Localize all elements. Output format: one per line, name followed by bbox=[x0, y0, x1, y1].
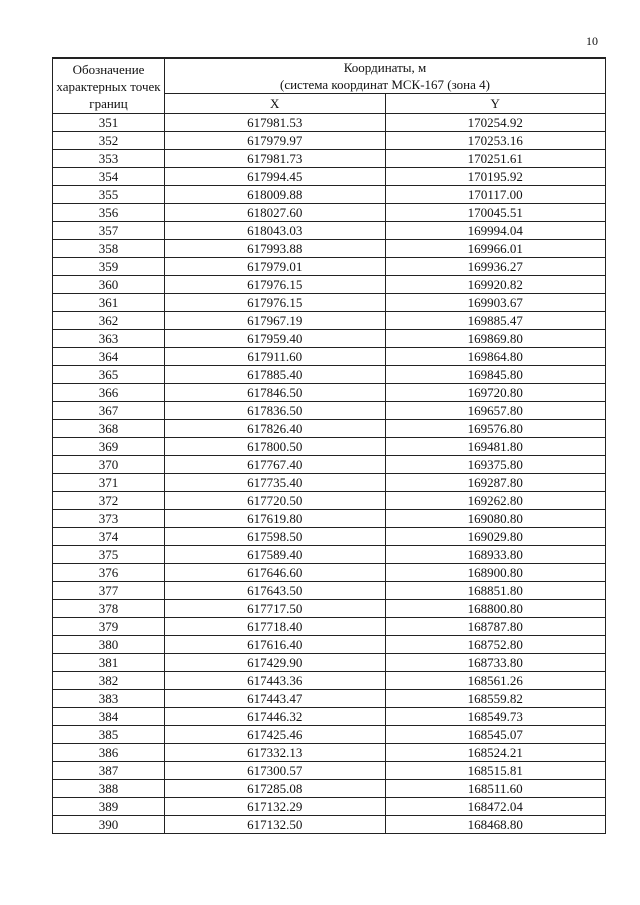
y-coord-cell: 169657.80 bbox=[385, 402, 606, 420]
table-row bbox=[53, 114, 606, 132]
point-id-cell: 352 bbox=[53, 132, 165, 150]
table-row bbox=[53, 366, 606, 384]
table-row bbox=[53, 384, 606, 402]
y-coord-cell: 168549.73 bbox=[385, 708, 606, 726]
table-row bbox=[53, 654, 606, 672]
x-coord-cell: 617826.40 bbox=[165, 420, 386, 438]
x-coord-cell: 617616.40 bbox=[165, 636, 386, 654]
x-coord-cell: 617443.36 bbox=[165, 672, 386, 690]
y-coord-cell: 169845.80 bbox=[385, 366, 606, 384]
table-row bbox=[53, 186, 606, 204]
x-coord-cell: 618009.88 bbox=[165, 186, 386, 204]
point-id-cell: 356 bbox=[53, 204, 165, 222]
point-id-cell: 367 bbox=[53, 402, 165, 420]
table-row bbox=[53, 420, 606, 438]
table-row bbox=[53, 636, 606, 654]
y-coord-cell: 169936.27 bbox=[385, 258, 606, 276]
x-coord-cell: 617443.47 bbox=[165, 690, 386, 708]
point-id-cell: 374 bbox=[53, 528, 165, 546]
table-row bbox=[53, 492, 606, 510]
point-id-cell: 369 bbox=[53, 438, 165, 456]
table-row bbox=[53, 672, 606, 690]
x-coord-cell: 617300.57 bbox=[165, 762, 386, 780]
table-row bbox=[53, 744, 606, 762]
x-column-header: X bbox=[165, 94, 386, 114]
table-row bbox=[53, 618, 606, 636]
x-coord-cell: 618027.60 bbox=[165, 204, 386, 222]
y-coord-cell: 169994.04 bbox=[385, 222, 606, 240]
point-id-cell: 384 bbox=[53, 708, 165, 726]
x-coord-cell: 617959.40 bbox=[165, 330, 386, 348]
y-coord-cell: 169481.80 bbox=[385, 438, 606, 456]
y-coord-cell: 168787.80 bbox=[385, 618, 606, 636]
point-id-cell: 353 bbox=[53, 150, 165, 168]
x-coord-cell: 617446.32 bbox=[165, 708, 386, 726]
x-coord-cell: 617981.53 bbox=[165, 114, 386, 132]
table-row bbox=[53, 474, 606, 492]
table-row bbox=[53, 150, 606, 168]
point-id-cell: 378 bbox=[53, 600, 165, 618]
point-id-cell: 360 bbox=[53, 276, 165, 294]
x-coord-cell: 617132.29 bbox=[165, 798, 386, 816]
point-id-cell: 351 bbox=[53, 114, 165, 132]
x-coord-cell: 617718.40 bbox=[165, 618, 386, 636]
point-id-cell: 376 bbox=[53, 564, 165, 582]
y-coord-cell: 168511.60 bbox=[385, 780, 606, 798]
y-coord-cell: 168851.80 bbox=[385, 582, 606, 600]
table-row bbox=[53, 204, 606, 222]
y-coord-cell: 168524.21 bbox=[385, 744, 606, 762]
coordinates-title: Координаты, м bbox=[343, 60, 427, 75]
point-id-cell: 370 bbox=[53, 456, 165, 474]
point-id-cell: 379 bbox=[53, 618, 165, 636]
x-coord-cell: 617976.15 bbox=[165, 294, 386, 312]
table-row bbox=[53, 276, 606, 294]
x-coord-cell: 617332.13 bbox=[165, 744, 386, 762]
x-coord-cell: 617979.97 bbox=[165, 132, 386, 150]
x-coord-cell: 617646.60 bbox=[165, 564, 386, 582]
table-row bbox=[53, 780, 606, 798]
table-row bbox=[53, 222, 606, 240]
coordinates-table bbox=[52, 57, 606, 834]
point-id-cell: 381 bbox=[53, 654, 165, 672]
point-id-cell: 366 bbox=[53, 384, 165, 402]
point-id-cell: 380 bbox=[53, 636, 165, 654]
point-id-cell: 359 bbox=[53, 258, 165, 276]
y-coord-cell: 170045.51 bbox=[385, 204, 606, 222]
table-row bbox=[53, 294, 606, 312]
point-id-cell: 377 bbox=[53, 582, 165, 600]
x-coord-cell: 617132.50 bbox=[165, 816, 386, 834]
x-coord-cell: 617800.50 bbox=[165, 438, 386, 456]
y-coord-cell: 169080.80 bbox=[385, 510, 606, 528]
x-coord-cell: 617735.40 bbox=[165, 474, 386, 492]
table-row bbox=[53, 168, 606, 186]
y-coord-cell: 168559.82 bbox=[385, 690, 606, 708]
point-id-cell: 371 bbox=[53, 474, 165, 492]
y-coord-cell: 169720.80 bbox=[385, 384, 606, 402]
point-id-cell: 357 bbox=[53, 222, 165, 240]
y-coord-cell: 168545.07 bbox=[385, 726, 606, 744]
x-coord-cell: 617836.50 bbox=[165, 402, 386, 420]
y-coord-cell: 170254.92 bbox=[385, 114, 606, 132]
x-coord-cell: 617425.46 bbox=[165, 726, 386, 744]
table-row bbox=[53, 402, 606, 420]
point-id-cell: 382 bbox=[53, 672, 165, 690]
point-id-cell: 372 bbox=[53, 492, 165, 510]
y-coord-cell: 168468.80 bbox=[385, 816, 606, 834]
x-coord-cell: 617598.50 bbox=[165, 528, 386, 546]
y-coord-cell: 169576.80 bbox=[385, 420, 606, 438]
y-coord-cell: 170195.92 bbox=[385, 168, 606, 186]
table-row bbox=[53, 816, 606, 834]
y-coord-cell: 168472.04 bbox=[385, 798, 606, 816]
table-row bbox=[53, 330, 606, 348]
point-id-cell: 385 bbox=[53, 726, 165, 744]
x-coord-cell: 617967.19 bbox=[165, 312, 386, 330]
table-row bbox=[53, 600, 606, 618]
table-row bbox=[53, 690, 606, 708]
x-coord-cell: 617885.40 bbox=[165, 366, 386, 384]
point-id-cell: 389 bbox=[53, 798, 165, 816]
x-coord-cell: 618043.03 bbox=[165, 222, 386, 240]
point-id-cell: 358 bbox=[53, 240, 165, 258]
table-header-row bbox=[53, 58, 606, 94]
x-coord-cell: 617979.01 bbox=[165, 258, 386, 276]
coordinates-system: (система координат МСК-167 (зона 4) bbox=[280, 77, 490, 92]
point-id-cell: 365 bbox=[53, 366, 165, 384]
x-coord-cell: 617429.90 bbox=[165, 654, 386, 672]
x-coord-cell: 617643.50 bbox=[165, 582, 386, 600]
table-row bbox=[53, 708, 606, 726]
point-id-cell: 368 bbox=[53, 420, 165, 438]
table-body bbox=[53, 114, 606, 834]
table-row bbox=[53, 456, 606, 474]
y-coord-cell: 169029.80 bbox=[385, 528, 606, 546]
point-id-cell: 364 bbox=[53, 348, 165, 366]
point-id-cell: 361 bbox=[53, 294, 165, 312]
x-coord-cell: 617994.45 bbox=[165, 168, 386, 186]
point-id-cell: 388 bbox=[53, 780, 165, 798]
x-coord-cell: 617285.08 bbox=[165, 780, 386, 798]
x-coord-cell: 617720.50 bbox=[165, 492, 386, 510]
x-coord-cell: 617767.40 bbox=[165, 456, 386, 474]
table-row bbox=[53, 582, 606, 600]
y-coord-cell: 170117.00 bbox=[385, 186, 606, 204]
y-coord-cell: 170253.16 bbox=[385, 132, 606, 150]
table-row bbox=[53, 132, 606, 150]
table-row bbox=[53, 546, 606, 564]
y-coord-cell: 168561.26 bbox=[385, 672, 606, 690]
x-coord-cell: 617846.50 bbox=[165, 384, 386, 402]
y-coord-cell: 169864.80 bbox=[385, 348, 606, 366]
point-id-cell: 375 bbox=[53, 546, 165, 564]
y-coord-cell: 170251.61 bbox=[385, 150, 606, 168]
y-coord-cell: 169966.01 bbox=[385, 240, 606, 258]
point-id-cell: 355 bbox=[53, 186, 165, 204]
y-coord-cell: 168752.80 bbox=[385, 636, 606, 654]
point-id-cell: 386 bbox=[53, 744, 165, 762]
x-coord-cell: 617981.73 bbox=[165, 150, 386, 168]
y-coord-cell: 169375.80 bbox=[385, 456, 606, 474]
y-coord-cell: 168933.80 bbox=[385, 546, 606, 564]
point-id-cell: 363 bbox=[53, 330, 165, 348]
y-coord-cell: 168900.80 bbox=[385, 564, 606, 582]
point-id-cell: 362 bbox=[53, 312, 165, 330]
point-id-cell: 383 bbox=[53, 690, 165, 708]
y-column-header: Y bbox=[385, 94, 606, 114]
table-row bbox=[53, 564, 606, 582]
y-coord-cell: 169885.47 bbox=[385, 312, 606, 330]
y-coord-cell: 169903.67 bbox=[385, 294, 606, 312]
point-id-cell: 390 bbox=[53, 816, 165, 834]
x-coord-cell: 617993.88 bbox=[165, 240, 386, 258]
x-coord-cell: 617911.60 bbox=[165, 348, 386, 366]
table-row bbox=[53, 438, 606, 456]
y-coord-cell: 168733.80 bbox=[385, 654, 606, 672]
table-row bbox=[53, 762, 606, 780]
table-row bbox=[53, 528, 606, 546]
table-row bbox=[53, 726, 606, 744]
table-row bbox=[53, 348, 606, 366]
point-column-header: Обозначение характерных точек границ bbox=[53, 58, 165, 114]
x-coord-cell: 617619.80 bbox=[165, 510, 386, 528]
x-coord-cell: 617976.15 bbox=[165, 276, 386, 294]
x-coord-cell: 617717.50 bbox=[165, 600, 386, 618]
y-coord-cell: 168800.80 bbox=[385, 600, 606, 618]
y-coord-cell: 169920.82 bbox=[385, 276, 606, 294]
point-id-cell: 387 bbox=[53, 762, 165, 780]
y-coord-cell: 169287.80 bbox=[385, 474, 606, 492]
table-row bbox=[53, 510, 606, 528]
y-coord-cell: 168515.81 bbox=[385, 762, 606, 780]
y-coord-cell: 169262.80 bbox=[385, 492, 606, 510]
page-number: 10 bbox=[586, 34, 598, 48]
x-coord-cell: 617589.40 bbox=[165, 546, 386, 564]
coordinates-header bbox=[165, 58, 606, 94]
table-row bbox=[53, 258, 606, 276]
table-row bbox=[53, 240, 606, 258]
y-coord-cell: 169869.80 bbox=[385, 330, 606, 348]
table-row bbox=[53, 798, 606, 816]
point-id-cell: 373 bbox=[53, 510, 165, 528]
table-row bbox=[53, 312, 606, 330]
point-id-cell: 354 bbox=[53, 168, 165, 186]
